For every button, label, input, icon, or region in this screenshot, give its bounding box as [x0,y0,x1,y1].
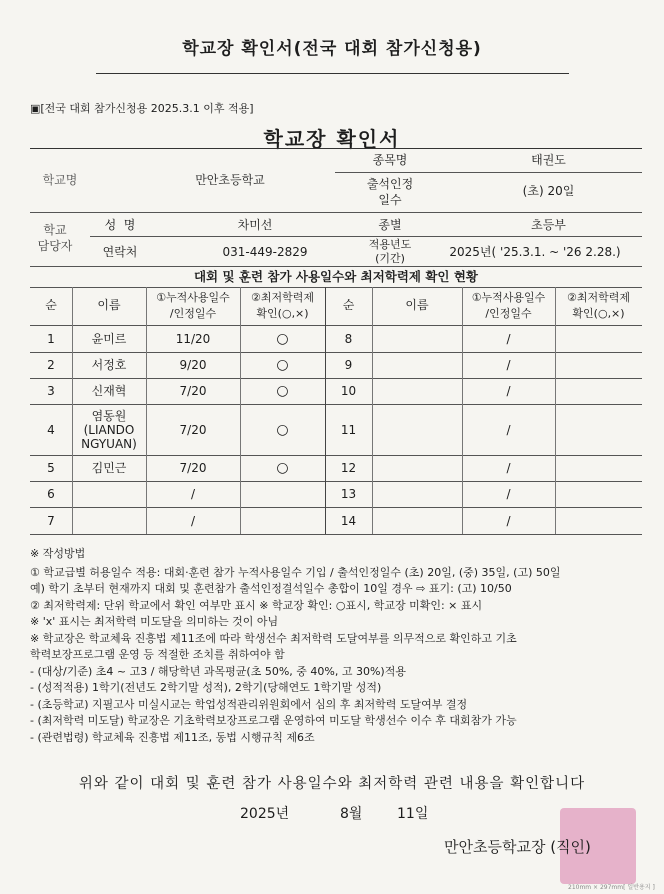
principal-signature: 만안초등학교장 (직인) [444,838,591,856]
info-divider [30,266,642,267]
name-label: 성 명 [104,218,136,232]
note-line: ① 학교급별 허용일수 적용: 대회·훈련 참가 누적사용일수 기입 / 출석인정일수 (초) 20일, (중) 35일, (고) 50일 [30,565,561,579]
days-used: 7/20 [179,422,207,437]
row-number: 9 [344,358,353,372]
academic-check [555,507,642,534]
header-name: 이름 [405,298,429,312]
note-line: 예) 학기 초부터 현재까지 대회 및 훈련참가 출석인정결석일수 총합이 10일 경우 ⇨ 표기: (고) 10/50 [30,582,512,595]
manager-name: 차미선 [237,218,273,232]
header-academic: ②최저학력제 확인(○,×) [251,291,314,320]
days-used: / [506,331,511,346]
date-year: 2025년 [240,806,290,822]
days-used: 9/20 [179,358,207,372]
note-line: - (관련법령) 학교체육 진흥법 제11조, 동법 시행규칙 제6조 [30,730,315,744]
academic-check: ○ [276,383,289,399]
days-used: 11/20 [175,331,211,346]
row-number: 13 [340,487,357,501]
participant-name [372,481,462,507]
info-divider [90,236,642,237]
date-day: 11일 [397,806,429,822]
note-line: ※ 학교장은 학교체육 진흥법 제11조에 따라 학생선수 최저학력 도달여부를 의무적으로 확인하고 기초 [30,631,517,645]
note-line: - (대상/기준) 초4 ~ 고3 / 해당학년 과목평균(초 50%, 중 40%, 고 30%)적용 [30,664,406,678]
confirmation-text: 위와 같이 대회 및 훈련 참가 사용일수와 최저학력 관련 내용을 확인합니다 [78,776,586,792]
academic-check [240,507,325,534]
header-days: ①누적사용일수 /인정일수 [471,291,546,320]
category-label: 종별 [378,218,402,232]
row-number: 14 [340,513,357,528]
participant-name [372,404,462,455]
info-divider [30,212,642,213]
row-number: 4 [47,422,55,437]
school-name: 만안초등학교 [195,173,265,187]
days-used: 7/20 [179,384,207,398]
days-used: / [506,384,511,398]
category-value: 초등부 [531,218,566,232]
academic-check [555,352,642,378]
notes-heading: ※ 작성방법 [30,547,86,560]
row-number: 8 [344,331,353,346]
participant-name: 서정호 [91,358,127,372]
attendance-value: (초) 20일 [522,184,575,198]
academic-check [555,455,642,481]
info-top-border [30,148,642,149]
outer-title: 학교장 확인서(전국 대회 참가신청용) [182,39,482,59]
row-number: 11 [340,422,357,437]
participant-name [372,455,462,481]
academic-check [240,481,325,507]
row-number: 3 [47,384,55,398]
event-label: 종목명 [372,153,408,167]
participant-name [372,378,462,404]
info-divider [335,172,642,173]
days-used: / [506,358,511,372]
table-line [30,287,642,288]
academic-check: ○ [276,357,289,373]
table-section-title: 대회 및 훈련 참가 사용일수와 최저학력제 확인 현황 [193,269,479,284]
event-value: 태권도 [531,153,566,167]
attendance-label: 출석인정 일수 [366,177,414,207]
form-tag: ▣[전국 대회 참가신청용 2025.3.1 이후 적용] [30,102,254,115]
contact-value: 031-449-2829 [222,245,308,259]
participant-name: 신재혁 [91,384,127,398]
note-line: 학력보장프로그램 운영 등 적절한 조치를 취하여야 함 [30,648,285,661]
header-academic: ②최저학력제 확인(○,×) [567,291,630,320]
academic-check: ○ [276,421,289,438]
row-number: 7 [47,513,55,528]
participant-name [372,325,462,352]
row-number: 10 [340,384,357,398]
note-line: - (성적적용) 1학기(전년도 2학기말 성적), 2학기(당해연도 1학기말 성적) [30,681,382,694]
participant-name: 김민근 [91,461,127,475]
writing-instructions [30,546,650,746]
date-month: 8월 [340,806,363,822]
manager-label: 학교 담당자 [37,223,73,253]
row-number: 2 [47,358,55,372]
days-used: / [506,513,511,528]
title-underline [96,73,569,74]
participant-name: 염동원 (LIANDO NGYUAN) [81,408,137,451]
days-used: / [190,513,196,528]
participant-name [372,507,462,534]
academic-check [555,404,642,455]
participant-name [372,352,462,378]
contact-label: 연락처 [102,245,138,259]
year-value: 2025년( '25.3.1. ~ '26 2.28.) [449,245,621,259]
days-used: / [506,487,511,501]
academic-check: ○ [276,330,289,347]
days-used: 7/20 [179,461,207,475]
participant-name [72,507,146,534]
year-label: 적용년도 (기간) [368,238,412,265]
header-name: 이름 [97,298,121,312]
academic-check [555,325,642,352]
row-number: 1 [47,331,55,346]
academic-check [555,481,642,507]
academic-check [555,378,642,404]
school-label: 학교명 [42,173,78,187]
note-line: - (최저학력 미도달) 학교장은 기초학력보장프로그램 운영하여 미도달 학생선수 이수 후 대회참가 가능 [30,714,517,727]
note-line: ② 최저학력제: 단위 학교에서 확인 여부만 표시 ※ 학교장 확인: ○표시, 학교장 미확인: × 표시 [30,598,483,612]
table-line [30,534,642,535]
row-number: 5 [47,461,55,475]
note-line: ※ 'x' 표시는 최저학력 미도달을 의미하는 것이 아님 [30,615,279,628]
academic-check: ○ [276,460,289,476]
row-number: 12 [340,461,357,475]
days-used: / [190,487,196,501]
days-used: / [506,422,511,437]
paper-size-footer: 210mm × 297mm[ 일반용지 ] [568,884,655,891]
document-title: 학교장 확인서 [263,127,401,151]
participant-name: 윤미르 [91,331,127,346]
header-no: 순 [342,298,355,312]
header-days: ①누적사용일수 /인정일수 [156,291,230,320]
note-line: - (초등학교) 지필고사 미실시교는 학업성적관리위원회에서 심의 후 최저학력 도달여부 결정 [30,697,468,711]
row-number: 6 [47,487,55,501]
header-no: 순 [45,298,57,312]
participant-name [72,481,146,507]
days-used: / [506,461,511,475]
